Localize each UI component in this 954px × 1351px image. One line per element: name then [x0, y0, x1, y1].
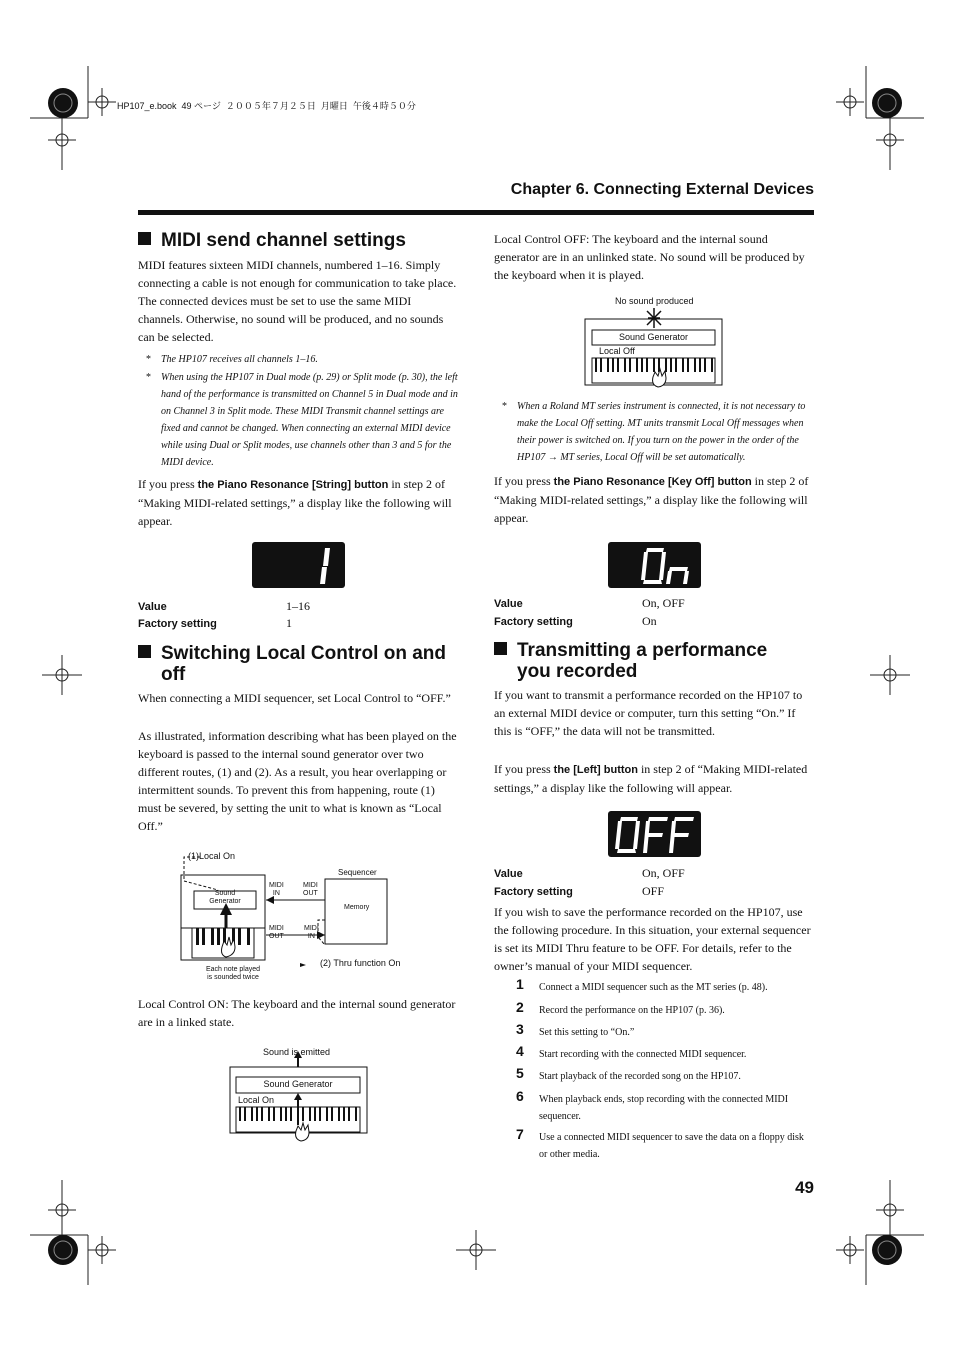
local-off-label: Local Off: [599, 346, 635, 356]
midi-in-label-2: MIDI IN: [304, 925, 319, 940]
local-on-diagram: [229, 1045, 369, 1145]
local-on-sequencer-diagram: [180, 845, 420, 990]
page-number: 49: [795, 1178, 814, 1197]
list-item: 1 Connect a MIDI sequencer such as the MT series (p. 48).: [516, 976, 768, 993]
section-heading-midi-send: MIDI send channel settings: [138, 230, 406, 251]
each-note-label: Each note played is sounded twice: [205, 966, 261, 981]
local-off-keys: [595, 358, 713, 372]
list-item: 2 Record the performance on the HP107 (p. 36).: [516, 999, 725, 1016]
local-off-diagram: [584, 294, 724, 389]
sound-generator-box-label: Sound Generator: [263, 1079, 333, 1089]
key-off-value-row: Value On, OFF: [494, 596, 685, 610]
list-item: 7 Use a connected MIDI sequencer to save the data on a floppy disk or other media.: [516, 1126, 804, 1160]
midi-send-press-text: If you press the Piano Resonance [String] button in step 2 of “Making MIDI-related settings,” a display like the following will appear.: [138, 477, 452, 528]
sound-emitted-label: Sound is emitted: [263, 1047, 331, 1057]
heading-bullet: [494, 642, 507, 655]
midi-send-body: MIDI features sixteen MIDI channels, numbered 1–16. Simply connecting a cable is not enough for communication to take place. The connected devices must be set to use the same MIDI channels. Otherwise, no sound will be produced, and no sounds can be selected.: [138, 258, 457, 344]
local-control-p1: When connecting a MIDI sequencer, set Local Control to “OFF.”: [138, 691, 451, 705]
sound-generator-box-label-off: Sound Generator: [618, 332, 689, 342]
lcd-display-off: [608, 811, 701, 857]
transmit-factory-row: Factory setting OFF: [494, 884, 665, 898]
transmit-p1: If you want to transmit a performance recorded on the HP107 to an external MIDI device or computer, turn this setting “On.” If this is “OFF,” the data will not be transmitted.: [494, 688, 803, 738]
memory-label: Memory: [344, 904, 370, 911]
route1-label: (1)Local On: [188, 851, 236, 861]
midi-send-factory-row: Factory setting 1: [138, 616, 292, 630]
local-on-label: Local On: [238, 1095, 275, 1105]
local-control-off-text: Local Control OFF: The keyboard and the internal sound generator are in an unlinked state. No sound will be produced by the keyboard when it is played.: [494, 232, 805, 282]
list-item: 5 Start playback of the recorded song on the HP107.: [516, 1065, 741, 1082]
midi-out-label-1: MIDI OUT: [303, 882, 318, 897]
midi-send-value-row: Value 1–16: [138, 599, 310, 613]
key-off-press-text: If you press the Piano Resonance [Key Off] button in step 2 of “Making MIDI-related settings,” a display like the following will appear.: [494, 474, 809, 525]
lcd-text-off: [608, 811, 701, 857]
list-item: 6 When playback ends, stop recording with the connected MIDI sequencer.: [516, 1088, 789, 1122]
midi-in-label-1: MIDI IN: [269, 882, 284, 897]
transmit-p2: If you wish to save the performance recorded on the HP107, use the following procedure. In this situation, your external sequencer is set its MIDI Thru feature to be OFF. For details, refer to the owner’s manual of your MIDI sequencer.: [494, 905, 811, 973]
header-rule: [138, 210, 814, 215]
note-dual-split: * When using the HP107 in Dual mode (p. 29) or Split mode (p. 30), the left hand of the performance is transmitted on Channel 5 in Dual mode and in on Channel 3 in Split mode. These MIDI Transmit channel settings are fixed and cannot be changed. When connecting an external MIDI device while using Dual or Split modes, use channels other than 3 and 5 for the MIDI device.: [146, 372, 458, 468]
lcd-display-on: [608, 542, 701, 588]
section-heading-transmit: Transmitting a performance you recorded: [494, 640, 824, 682]
lcd-text-on: [608, 542, 701, 588]
print-header: HP107_e.book 49 ページ ２００５年７月２５日 月曜日 午後４時５０分: [117, 101, 416, 111]
heading-bullet: [138, 645, 151, 658]
lcd-digit-1: [252, 542, 345, 588]
left-button-press-text: If you press the [Left] button in step 2 of “Making MIDI-related settings,” a display like the following will appear.: [494, 762, 808, 795]
section-heading-local-control: Switching Local Control on and off: [138, 643, 468, 685]
route2-label: (2) Thru function On: [320, 958, 401, 968]
sound-generator-label: Sound Generator: [209, 890, 241, 905]
no-sound-label: No sound produced: [615, 296, 694, 306]
note-roland-mt: * When a Roland MT series instrument is connected, it is not necessary to make the Local Off setting. MT units transmit Local Off messages when their power is switched on. If you turn on the power in the order of the HP107 → MT series, Local Off will be set automatically.: [502, 401, 806, 463]
midi-out-label-2: MIDI OUT: [269, 925, 284, 940]
local-control-on-text: Local Control ON: The keyboard and the internal sound generator are in a linked state.: [138, 997, 456, 1029]
key-off-factory-row: Factory setting On: [494, 614, 657, 628]
transmit-value-row: Value On, OFF: [494, 866, 685, 880]
list-item: 4 Start recording with the connected MIDI sequencer.: [516, 1043, 747, 1060]
heading-bullet: [138, 232, 151, 245]
chapter-title: Chapter 6. Connecting External Devices: [510, 181, 814, 198]
sequencer-label: Sequencer: [338, 868, 377, 877]
lcd-display-channel: [252, 542, 345, 588]
note-receives-channels: * The HP107 receives all channels 1–16.: [146, 354, 318, 365]
local-control-p2: As illustrated, information describing what has been played on the keyboard is passed to the internal sound generator over two different routes, (1) and (2). As a result, you hear overlapping or intermittent sounds. To prevent this from happening, route (1) must be severed, by setting the unit to what is known as “Local Off.”: [138, 729, 457, 833]
list-item: 3 Set this setting to “On.”: [516, 1021, 635, 1038]
